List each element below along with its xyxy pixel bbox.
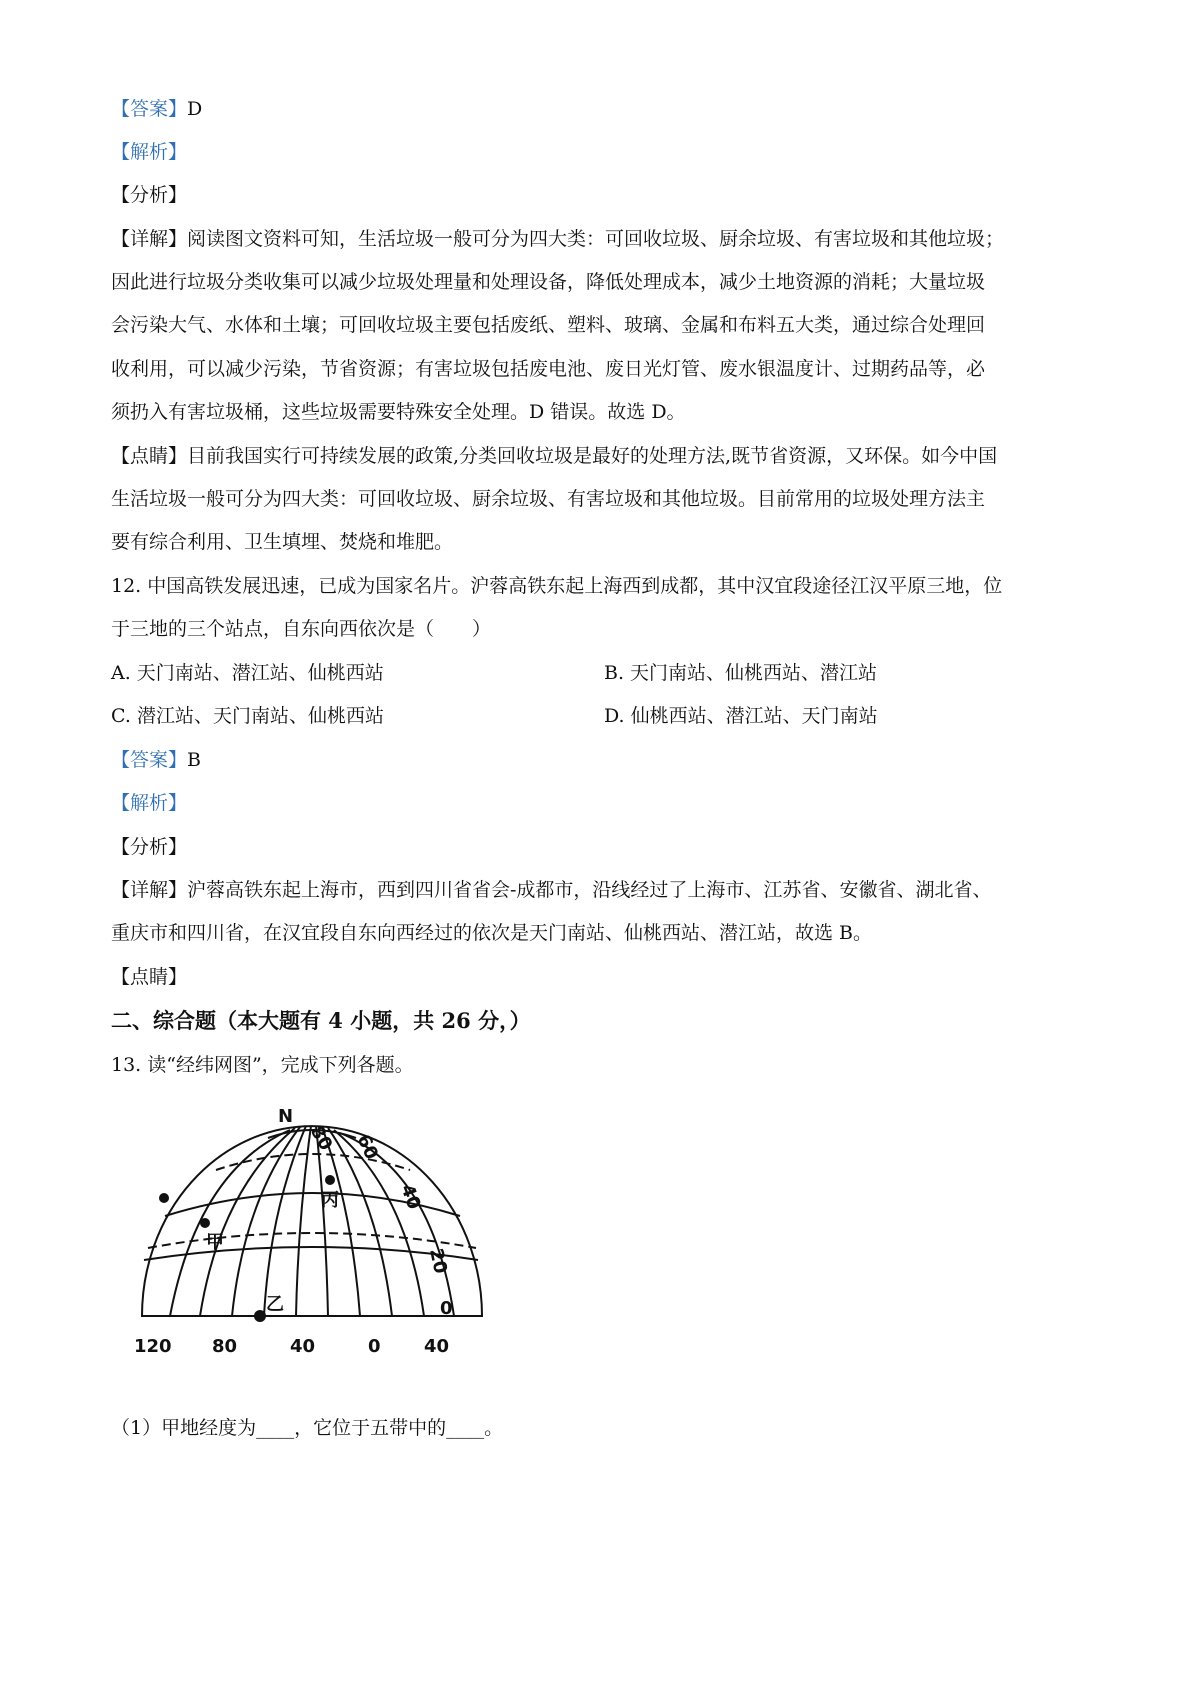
detail-tag: 【详解】 [111, 228, 188, 250]
q13-stem: 13. 读“经纬网图”，完成下列各题。 [111, 1054, 414, 1076]
label-yi: 乙 [266, 1294, 284, 1315]
label-jia: 甲 [206, 1232, 224, 1253]
detail-text: 沪蓉高铁东起上海市，西到四川省省会-成都市，沿线经过了上海市、江苏省、安徽省、湖北省、 [187, 879, 992, 901]
q11-fenxi-tag: 【分析】 [111, 184, 188, 206]
q12-stem-line: 12. 中国高铁发展迅速，已成为国家名片。沪蓉高铁东起上海西到成都，其中汉宜段途径江汉平原三地，位 [111, 575, 1003, 597]
lat-label-80: 80 [305, 1122, 337, 1155]
q11-detail-line [111, 226, 1004, 252]
q12-detail-line: 重庆市和四川省，在汉宜段自东向西经过的依次是天门南站、仙桃西站、潜江站，故选 B。 [111, 922, 873, 944]
equator-and-outline [142, 1126, 482, 1316]
label-north: N [278, 1106, 294, 1127]
point-jia [200, 1218, 210, 1228]
q11-dianjing-line: 生活垃圾一般可分为四大类：可回收垃圾、厨余垃圾、有害垃圾和其他垃圾。目前常用的垃圾处理方法主 [111, 488, 986, 510]
detail-tag: 【详解】 [111, 879, 188, 901]
lat-label-60: 60 [352, 1131, 383, 1163]
answer-tag: 【答案】 [111, 98, 188, 120]
answer-tag: 【答案】 [111, 749, 188, 771]
answer-value: B [187, 749, 201, 771]
q12-fenxi-tag: 【分析】 [111, 836, 188, 858]
q11-detail-line: 因此进行垃圾分类收集可以减少垃圾处理量和处理设备，降低处理成本，减少土地资源的消耗；大量垃圾 [111, 271, 986, 293]
q11-answer-line [111, 96, 202, 122]
dianjing-text: 目前我国实行可持续发展的政策,分类回收垃圾是最好的处理方法,既节省资源，又环保。如今中国 [187, 445, 998, 467]
lon-label-120: 120 [134, 1336, 172, 1357]
section-title: 二、综合题（本大题有 4 小题，共 26 分，） [111, 1008, 531, 1033]
q11-dianjing-line [111, 443, 997, 469]
q12-option-b: B. 天门南站、仙桃西站、潜江站 [604, 662, 878, 684]
lat-label-0: 0 [440, 1298, 453, 1319]
q11-detail-line: 会污染大气、水体和土壤；可回收垃圾主要包括废纸、塑料、玻璃、金属和布料五大类，通过综合处理回 [111, 314, 986, 336]
q11-detail-line: 收利用，可以减少污染，节省资源；有害垃圾包括废电池、废日光灯管、废水银温度计、过期药品等，必 [111, 358, 986, 380]
q12-stem-line: 于三地的三个站点，自东向西依次是（ ） [111, 618, 492, 640]
point-left-dot [159, 1193, 169, 1203]
point-bing [325, 1175, 335, 1185]
q13-sub1: （1）甲地经度为____，它位于五带中的____。 [111, 1417, 504, 1439]
lat-label-40: 40 [396, 1181, 425, 1213]
q11-dianjing-line: 要有综合利用、卫生填埋、焚烧和堆肥。 [111, 531, 454, 553]
q12-answer-line [111, 747, 201, 773]
graticule-map [120, 1100, 510, 1368]
q11-detail-line: 须扔入有害垃圾桶，这些垃圾需要特殊安全处理。D 错误。故选 D。 [111, 401, 686, 423]
lon-label-80: 80 [212, 1336, 238, 1357]
q11-analysis-tag: 【解析】 [111, 141, 188, 163]
q12-option-d: D. 仙桃西站、潜江站、天门南站 [604, 705, 878, 727]
dianjing-tag: 【点睛】 [111, 445, 188, 467]
q12-analysis-tag: 【解析】 [111, 792, 188, 814]
q12-option-a: A. 天门南站、潜江站、仙桃西站 [111, 662, 384, 684]
q12-detail-line [111, 877, 991, 903]
label-bing: 丙 [321, 1190, 339, 1211]
lat-label-20: 20 [425, 1246, 451, 1276]
answer-value: D [187, 98, 203, 120]
q12-dianjing-tag: 【点睛】 [111, 966, 188, 988]
lon-label-0: 0 [368, 1336, 381, 1357]
lon-label-40: 40 [290, 1336, 316, 1357]
q12-option-c: C. 潜江站、天门南站、仙桃西站 [111, 705, 384, 727]
detail-text: 阅读图文资料可知，生活垃圾一般可分为四大类：可回收垃圾、厨余垃圾、有害垃圾和其他垃圾； [187, 228, 1005, 250]
point-yi [254, 1310, 266, 1322]
parallel-23-5-dashed [148, 1233, 476, 1248]
lon-label-40-east: 40 [424, 1336, 450, 1357]
